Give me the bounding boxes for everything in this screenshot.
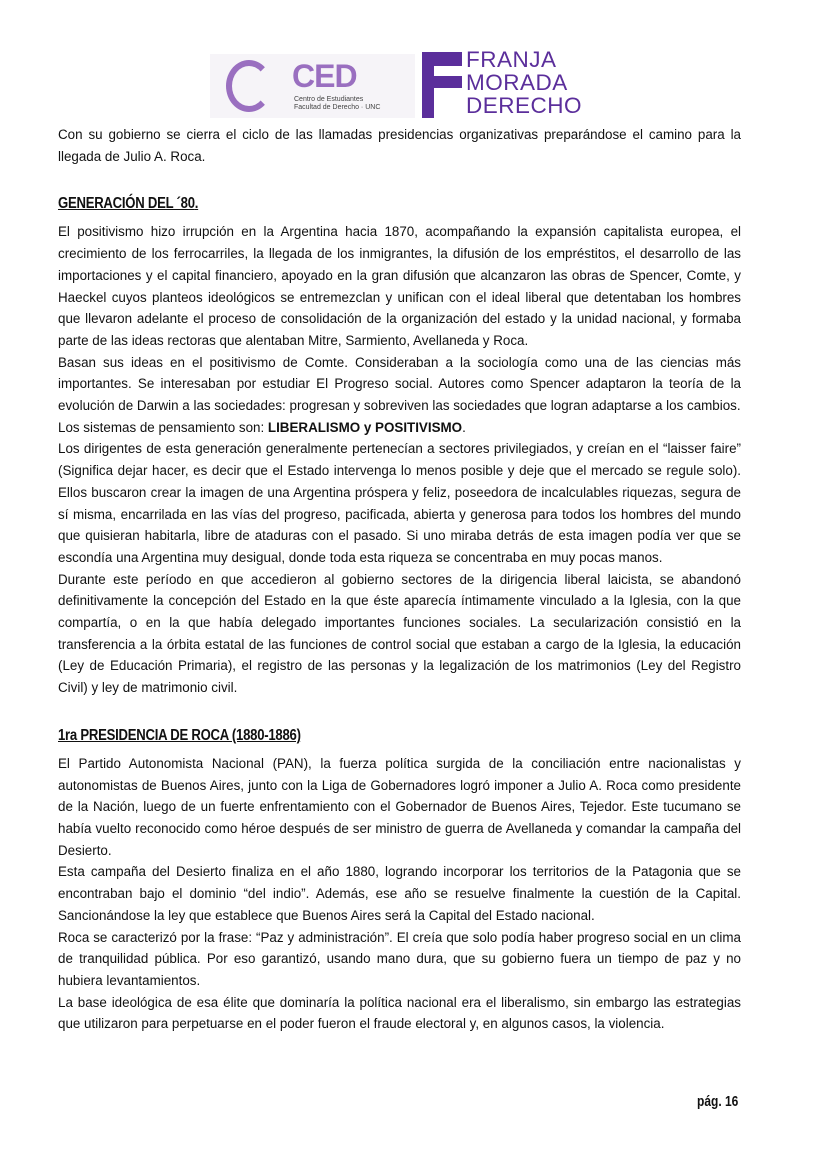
paragraph: La base ideológica de esa élite que dominaría la política nacional era el liberalismo, sin embargo las estrategias que utilizaron para perpetuarse en el poder fueron el fraude electoral y, en algunos casos, la violencia. [58,994,741,1032]
intro-paragraph: Con su gobierno se cierra el ciclo de las llamadas presidencias organizativas preparándose el camino para la llegada de Julio A. Roca. [58,127,741,164]
section-heading-roca: 1ra PRESIDENCIA DE ROCA (1880-1886) [58,726,301,744]
paragraph: Roca se caracterizó por la frase: “Paz y administración”. El creía que solo podía haber progreso social en un clima de tranquilidad pública. Por eso garantizó, usando mano dura, que su gobierno fuera un tiempo de paz y no hubiera levantamientos. [58,929,741,988]
paragraph: Esta campaña del Desierto finaliza en el año 1880, logrando incorporar los territorios de la Patagonia que se encontraban bajo el dominio “del indio”. Además, ese año se resuelve finalmente la cuestión de la Capital. Sancionándose la ley que establece que Buenos Aires será la Capital del Estado nacional. [58,864,741,923]
paragraph: Los dirigentes de esta generación generalmente pertenecían a sectores privilegiados, y creían en el “laisser faire” (Significa dejar hacer, es decir que el Estado intervenga lo menos posible y deje que el mercado se regule solo). Ellos buscaron crear la imagen de una Argentina próspera y feliz, poseedora de incalculables riquezas, segura de sí misma, encarrilada en las vías del progreso, pacificada, abierta y generosa para todos los hombres del mundo que quisieran habitarla, libre de ataduras con el pasado. Si uno miraba detrás de esta imagen podía ver que se escondía una Argentina muy desigual, donde toda esta riqueza se concentraba en muy pocas manos. [58,441,741,565]
franja-morada-f-icon [422,52,462,118]
document-body [58,124,741,1035]
ced-logo [210,54,415,118]
header-logos [210,47,610,122]
ced-logo-text: CED [292,58,357,94]
paragraph: Basan sus ideas en el positivismo de Comte. Consideraban a la sociología como una de las ciencias más importantes. Se interesaban por estudiar El Progreso social. Autores como Spencer adaptaron la teoría de la evolución de Darwin a las sociedades: progresan y sobreviven las sociedades que logran adaptarse a los cambios. [58,354,741,414]
section-heading-generacion-80: GENERACIÓN DEL ´80. [58,195,199,213]
paragraph: Los sistemas de pensamiento son: LIBERALISMO y POSITIVISMO. [58,419,466,435]
franja-morada-logo-text: FRANJA MORADA DERECHO [466,47,583,118]
ced-subtitle: Centro de Estudiantes Facultad de Derecho · UNC [294,96,381,111]
bold-text: LIBERALISMO y POSITIVISMO [267,419,463,435]
page-number: pág. 16 [697,1093,739,1110]
paragraph: El positivismo hizo irrupción en la Argentina hacia 1870, acompañando la expansión capitalista europea, el crecimiento de los ferrocarriles, la llegada de los inmigrantes, la difusión de los empréstitos, el desarrollo de las importaciones y el capital financiero, apoyado en la gran difusión que alcanzaron las obras de Spencer, Comte, y Haeckel cuyos planteos ideológicos se entremezclan y unifican con el ideal liberal que detentaban los hombres que llevaron adelante el proceso de consolidación de la organización del estado y la unidad nacional, y formaba parte de las ideas rectoras que alentaban Mitre, Sarmiento, Avellaneda y Roca. [58,224,741,348]
paragraph: El Partido Autonomista Nacional (PAN), la fuerza política surgida de la conciliación entre nacionalistas y autonomistas de Buenos Aires, junto con la Liga de Gobernadores logró imponer a Julio A. Roca como presidente de la Nación, luego de un fuerte enfrentamiento con el Gobernador de Buenos Aires, Tejedor. Este tucumano se había vuelto reconocido como héroe después de ser ministro de guerra de Avellaneda y comandar la campaña del Desierto. [58,755,741,858]
ced-emblem-icon [226,60,272,112]
paragraph: Durante este período en que accedieron al gobierno sectores de la dirigencia liberal laicista, se abandonó definitivamente la concepción del Estado en la que éste aparecía íntimamente vinculado a la Iglesia, con la que compartía, o en la que había delegado importantes funciones sociales. La secularización consistió en la transferencia a la órbita estatal de las funciones de control social que estaban a cargo de la Iglesia, la educación (Ley de Educación Primaria), el registro de las personas y la legalización de los matrimonios (Ley del Registro Civil) y ley de matrimonio civil. [58,571,741,696]
